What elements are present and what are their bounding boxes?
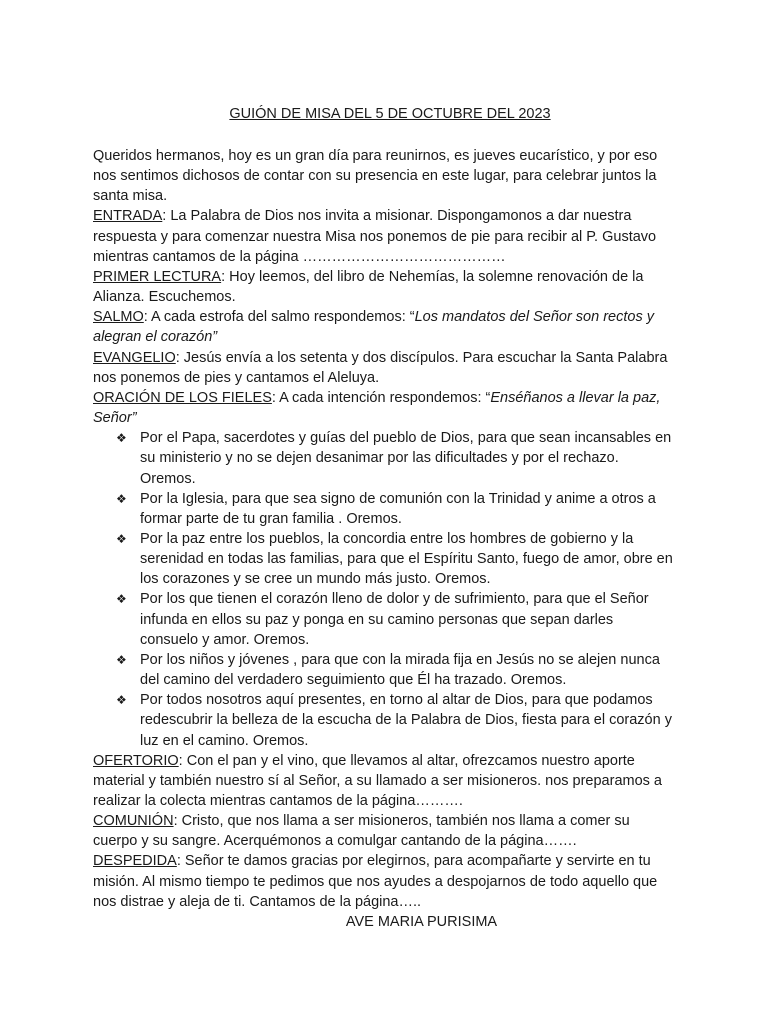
oracion-text: : A cada intención respondemos: “ — [271, 389, 491, 406]
primer-lectura-text: : Hoy leemos, del libro de Nehemías, la solemne renovación de la Alianza. Escuchemos. — [93, 268, 644, 306]
intention-text: Por la Iglesia, para que sea signo de comunión con la Trinidad y anime a otros a formar parte de tu gran familia . Oremos. — [140, 490, 656, 527]
evangelio-text: : Jesús envía a los setenta y dos discípulos. Para escuchar la Santa Palabra nos ponemos de pies y cantamos el Aleluya. — [93, 349, 668, 386]
salmo-response: Los mandatos del Señor son rectos y alegran el corazón” — [93, 309, 654, 346]
comunion-text: : Cristo, que nos llama a ser misioneros, también nos llama a comer su cuerpo y su sangre. Acerquémonos a comulgar cantando de la página……. — [93, 813, 630, 850]
document-body — [93, 146, 673, 932]
list-item — [116, 589, 673, 649]
diamond-bullet-icon: ❖ — [116, 592, 127, 607]
salmo-section — [93, 307, 673, 347]
intention-text: Por todos nosotros aquí presentes, en torno al altar de Dios, para que podamos redescubrir la belleza de la escucha de la Palabra de Dios, fiesta para el corazón y luz en el camino. Oremos. — [140, 692, 672, 749]
intention-text: Por el Papa, sacerdotes y guías del pueblo de Dios, para que sean incansables en su ministerio y no se dejen desanimar por las dificultades y por el rechazo. Oremos. — [140, 430, 672, 487]
intro-paragraph: Queridos hermanos, hoy es un gran día para reunirnos, es jueves eucarístico, y por eso nos sentimos dichosos de contar con su presencia en este lugar, para celebrar juntos la santa misa. — [93, 148, 658, 205]
entrada-label: ENTRADA — [93, 208, 163, 225]
ofertorio-label: OFERTORIO — [93, 752, 179, 769]
ofertorio-text: : Con el pan y el vino, que llevamos al altar, ofrezcamos nuestro aporte material y también nuestro sí al Señor, a su llamado a ser misioneros. nos preparamos a realizar la colecta mientras cantamos de la página………. — [93, 752, 662, 809]
evangelio-section — [93, 348, 673, 388]
despedida-text: : Señor te damos gracias por elegirnos, para acompañarte y servirte en tu misión. Al mismo tiempo te pedimos que nos ayudes a despojarnos de todo aquello que nos distrae y aleja de ti. Cantamos de la página….. — [93, 853, 658, 910]
despedida-label: DESPEDIDA — [93, 853, 177, 870]
diamond-bullet-icon: ❖ — [116, 693, 127, 708]
evangelio-label: EVANGELIO — [93, 349, 176, 366]
list-item — [116, 529, 673, 589]
entrada-section — [93, 206, 673, 266]
primer-lectura-label: PRIMER LECTURA — [93, 268, 222, 285]
intention-text: Por la paz entre los pueblos, la concordia entre los hombres de gobierno y la serenidad en todas las familias, para que el Espíritu Santo, fuego de amor, obre en los corazones y se cree un mundo más justo. Oremos. — [140, 530, 673, 588]
list-item — [116, 650, 673, 690]
closing-line: AVE MARIA PURISIMA — [345, 913, 498, 930]
diamond-bullet-icon: ❖ — [116, 531, 127, 546]
despedida-section — [93, 851, 673, 911]
comunion-section — [93, 811, 673, 851]
salmo-text: : A cada estrofa del salmo respondemos: “ — [143, 309, 415, 326]
oracion-response: Enséñanos a llevar la paz, Señor” — [93, 389, 661, 427]
list-item — [116, 489, 673, 529]
diamond-bullet-icon: ❖ — [116, 431, 127, 446]
ofertorio-section — [93, 751, 673, 811]
intention-text: Por los que tienen el corazón lleno de dolor y de sufrimiento, para que el Señor infunda en ellos su paz y ponga en su camino personas que sepan darles consuelo y amor. Oremos. — [140, 591, 649, 648]
diamond-bullet-icon: ❖ — [116, 491, 127, 506]
oracion-section — [93, 388, 673, 428]
diamond-bullet-icon: ❖ — [116, 652, 127, 667]
oracion-label: ORACIÓN DE LOS FIELES — [93, 389, 272, 406]
intentions-list — [93, 428, 673, 751]
intention-text: Por los niños y jóvenes , para que con la mirada fija en Jesús no se alejen nunca del camino del verdadero seguimiento que Él ha trazado. Oremos. — [140, 651, 660, 689]
entrada-text: : La Palabra de Dios nos invita a misionar. Dispongamonos a dar nuestra respuesta y para comenzar nuestra Misa nos ponemos de pie para recibir al P. Gustavo mientras cantamos de la página …………………………………… — [93, 208, 657, 265]
list-item — [116, 690, 673, 750]
primer-lectura-section — [93, 267, 673, 307]
salmo-label: SALMO — [93, 309, 144, 326]
page-title: GUIÓN DE MISA DEL 5 DE OCTUBRE DEL 2023 — [229, 106, 551, 122]
comunion-label: COMUNIÓN — [93, 813, 174, 830]
list-item — [116, 428, 673, 488]
